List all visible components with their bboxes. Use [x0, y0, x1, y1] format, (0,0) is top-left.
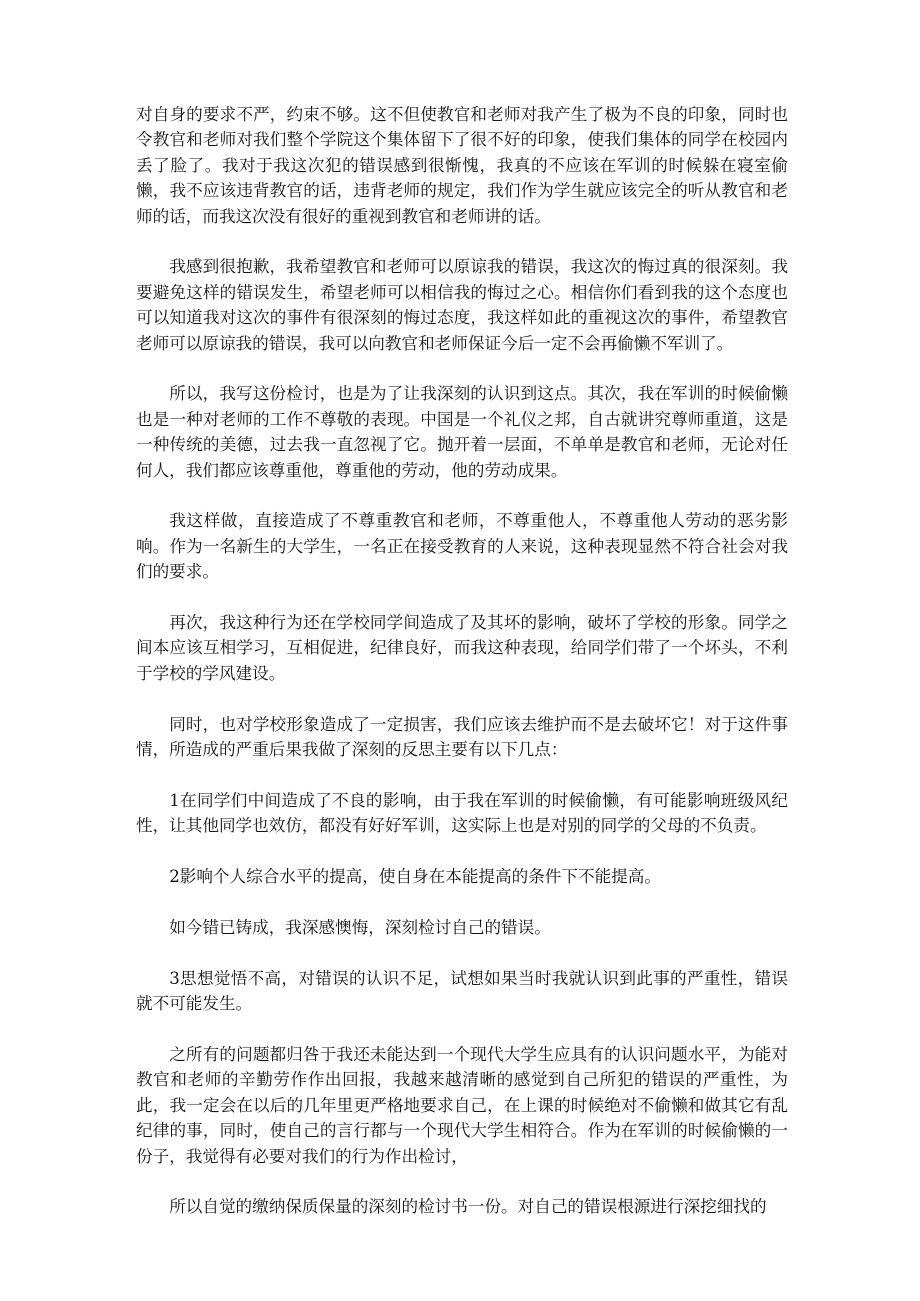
paragraph-6: 同时，也对学校形象造成了一定损害，我们应该去维护而不是去破坏它！对于这件事情，所造成的严重后果我做了深刻的反思主要有以下几点：: [136, 714, 788, 760]
paragraph-10: 3思想觉悟不高，对错误的认识不足，试想如果当时我就认识到此事的严重性，错误就不可能发生。: [136, 968, 788, 1014]
paragraph-8: 2影响个人综合水平的提高，使自身在本能提高的条件下不能提高。: [169, 867, 661, 887]
paragraph-11: 之所有的问题都归咎于我还未能达到一个现代大学生应具有的认识问题水平，为能对教官和老师的辛勤劳作作出回报，我越来越清晰的感觉到自己所犯的错误的严重性，为此，我一定会在以后的几年里更严格地要求自己，在上课的时候绝对不偷懒和做其它有乱纪律的事，同时，使自己的言行都与一个现代大学生相符合。作为在军训的时候偷懒的一份子，我觉得有必要对我们的行为作出检讨，: [136, 1044, 788, 1166]
paragraph-3: 所以，我写这份检讨，也是为了让我深刻的认识到这点。其次，我在军训的时候偷懒也是一种对老师的工作不尊敬的表现。中国是一个礼仪之邦，自古就讲究尊师重道，这是一种传统的美德，过去我一直忽视了它。抛开着一层面，不单单是教官和老师，无论对任何人，我们都应该尊重他，尊重他的劳动，他的劳动成果。: [136, 384, 788, 480]
document-body: [136, 102, 788, 1245]
paragraph-9: 如今错已铸成，我深感懊悔，深刻检讨自己的错误。: [169, 917, 551, 937]
paragraph-7: 1在同学们中间造成了不良的影响，由于我在军训的时候偷懒，有可能影响班级风纪性，让其他同学也效仿，都没有好好军训，这实际上也是对别的同学的父母的不负责。: [136, 790, 788, 836]
paragraph-12: 所以自觉的缴纳保质保量的深刻的检讨书一份。对自己的错误根源进行深挖细找的: [169, 1197, 767, 1217]
paragraph-2: 我感到很抱歉，我希望教官和老师可以原谅我的错误，我这次的悔过真的很深刻。我要避免这样的错误发生，希望老师可以相信我的悔过之心。相信你们看到我的这个态度也可以知道我对这次的事件有很深刻的悔过态度，我这样如此的重视这次的事件，希望教官老师可以原谅我的错误，我可以向教官和老师保证今后一定不会再偷懒不军训了。: [136, 257, 788, 353]
paragraph-5: 再次，我这种行为还在学校同学间造成了及其坏的影响，破坏了学校的形象。同学之间本应该互相学习，互相促进，纪律良好，而我这种表现，给同学们带了一个坏头，不利于学校的学风建设。: [136, 613, 788, 683]
paragraph-1: 对自身的要求不严，约束不够。这不但使教官和老师对我产生了极为不良的印象，同时也令教官和老师对我们整个学院这个集体留下了很不好的印象，使我们集体的同学在校园内丢了脸了。我对于我这次犯的错误感到很惭愧，我真的不应该在军训的时候躲在寝室偷懒，我不应该违背教官的话，违背老师的规定，我们作为学生就应该完全的听从教官和老师的话，而我这次没有很好的重视到教官和老师讲的话。: [136, 105, 788, 226]
paragraph-4: 我这样做，直接造成了不尊重教官和老师，不尊重他人，不尊重他人劳动的恶劣影响。作为一名新生的大学生，一名正在接受教育的人来说，这种表现显然不符合社会对我们的要求。: [136, 511, 788, 582]
